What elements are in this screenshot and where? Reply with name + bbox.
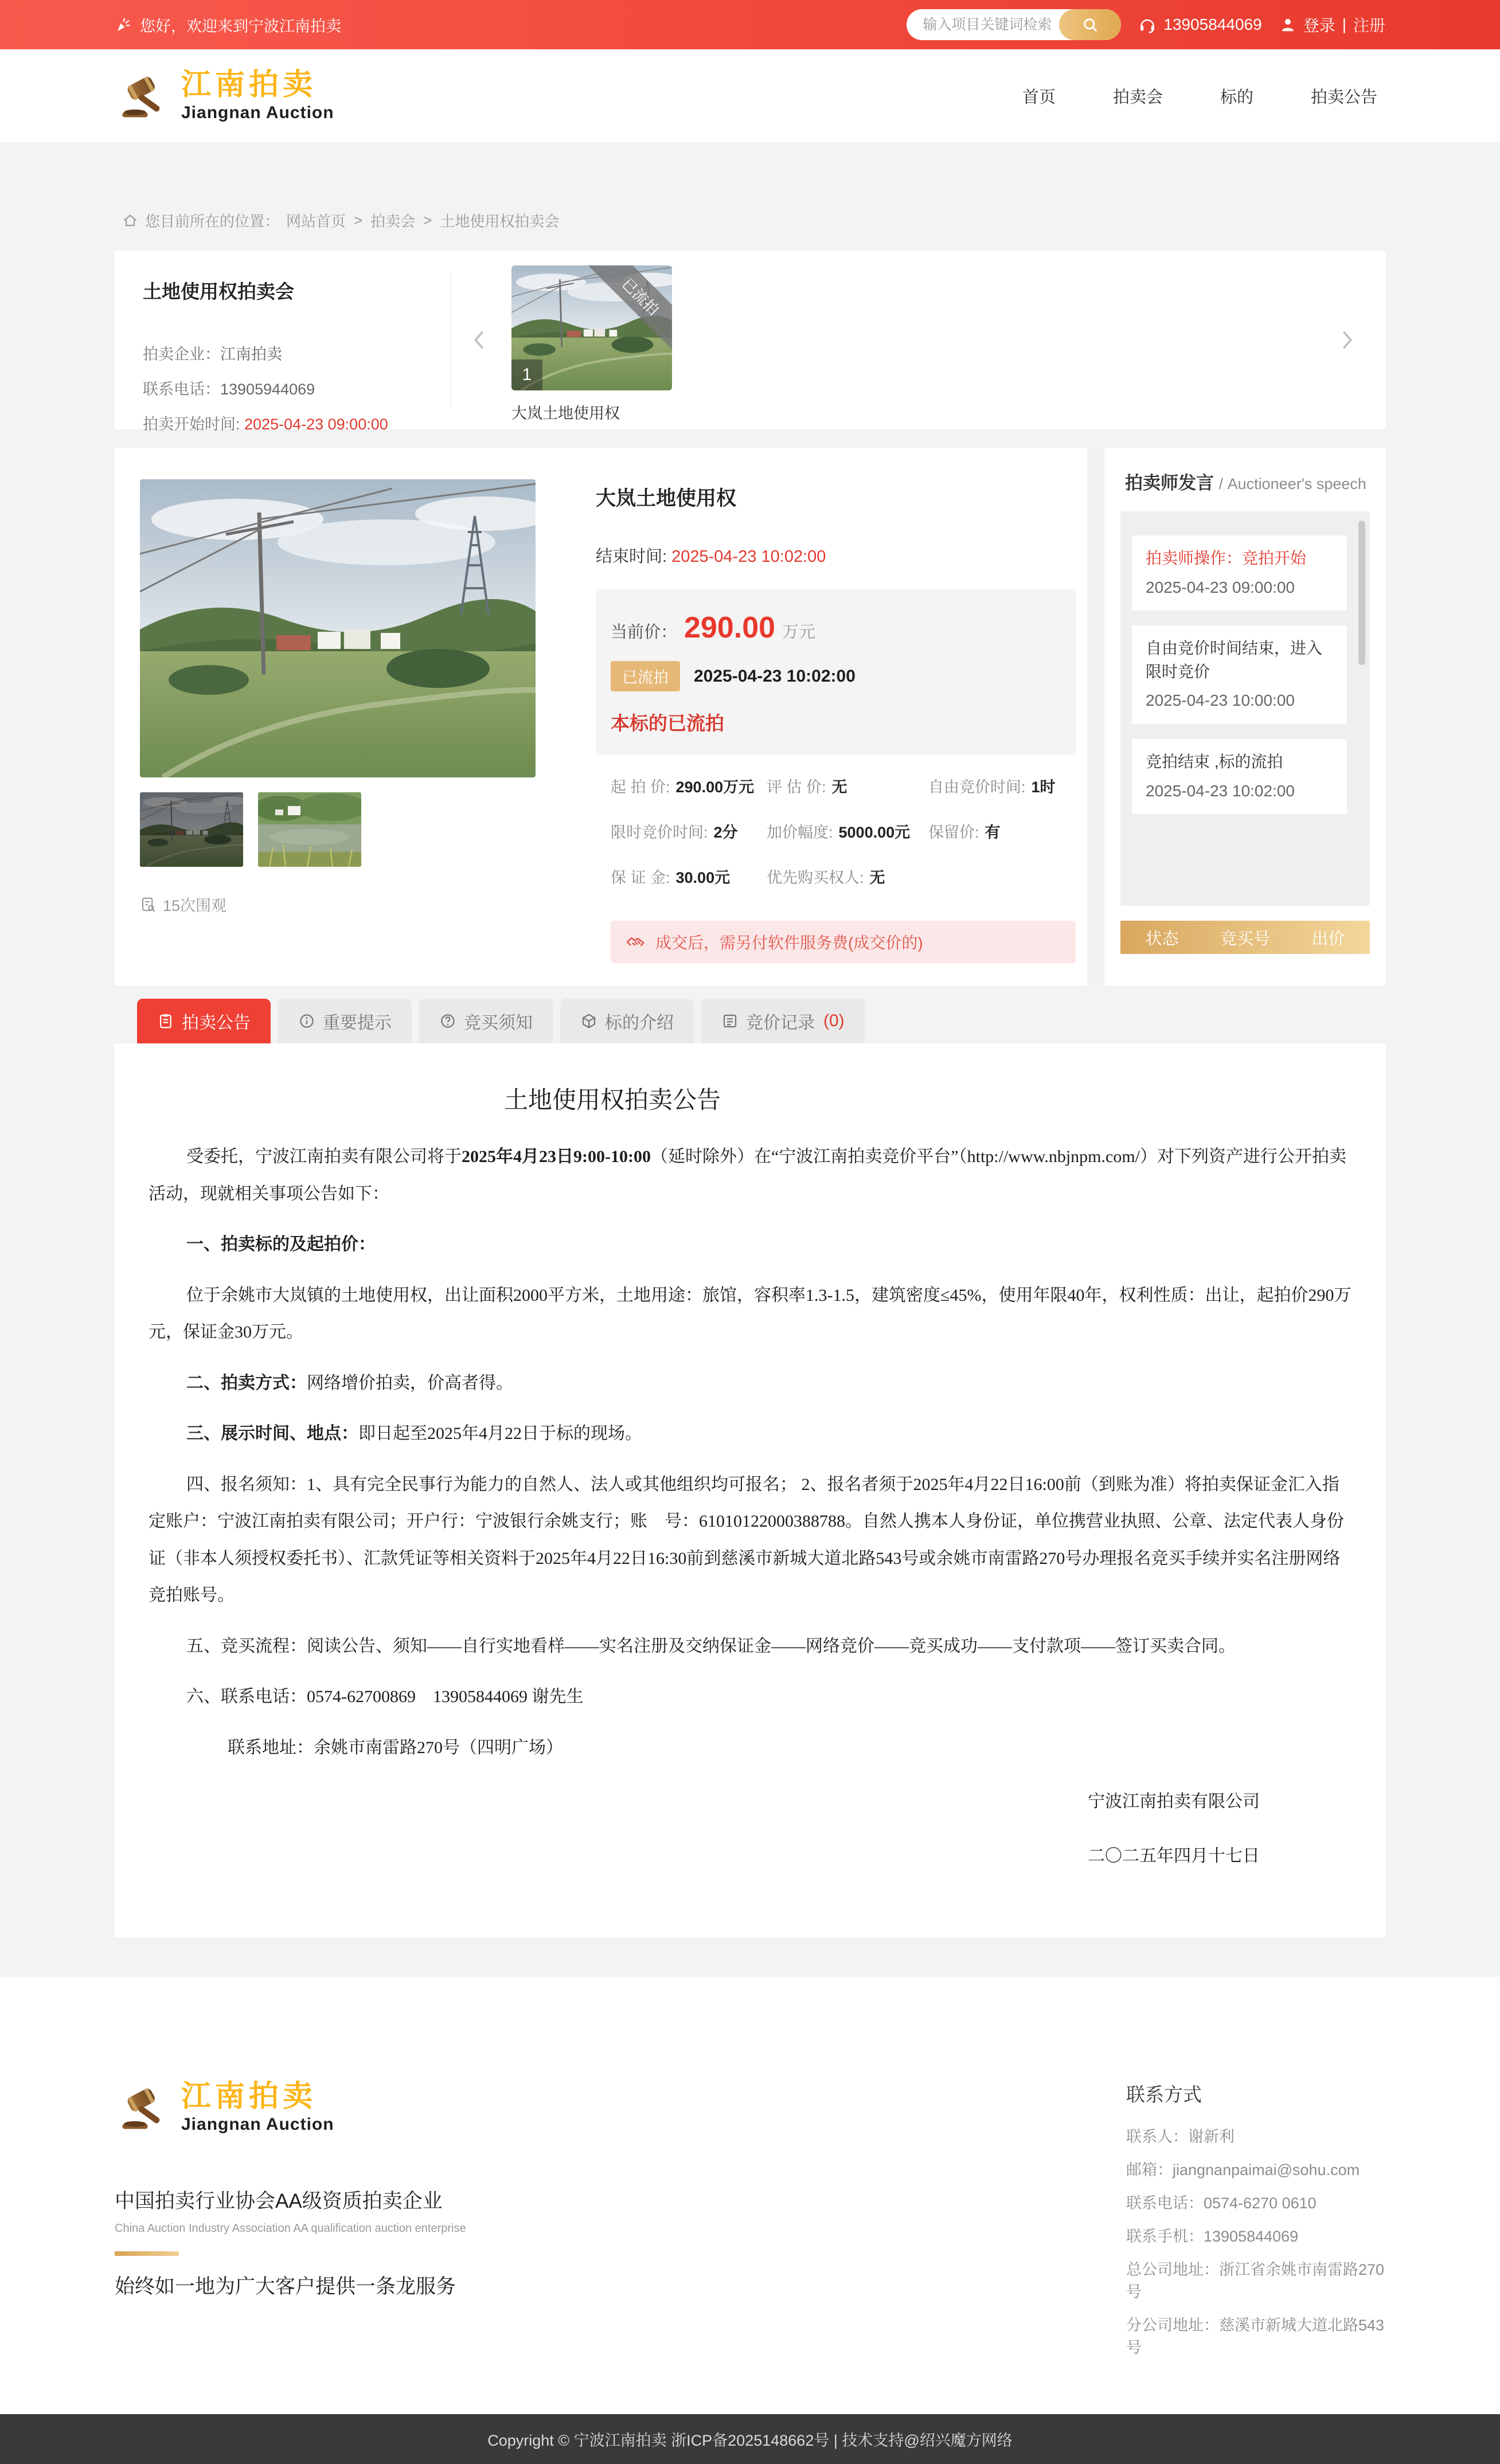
search-icon bbox=[1081, 16, 1099, 33]
lot-field-value: 5000.00元 bbox=[838, 824, 911, 841]
copyright-text: Copyright © 宁波江南拍卖 浙ICP备2025148662号 | 技术支持@绍兴魔方网络 bbox=[487, 2432, 1013, 2449]
contact-line: 联系人：谢新利 bbox=[1126, 2128, 1235, 2145]
lot-photo-main[interactable] bbox=[140, 479, 536, 777]
contact-title: 联系方式 bbox=[1126, 2084, 1202, 2105]
tab-bid-records[interactable]: 竞价记录 (0) bbox=[701, 999, 865, 1043]
question-circle-icon bbox=[439, 1012, 456, 1030]
breadcrumb bbox=[114, 142, 1386, 231]
breadcrumb-separator: > bbox=[354, 212, 363, 229]
nav-item[interactable]: 首页 bbox=[1022, 88, 1056, 107]
carousel-prev-button[interactable] bbox=[467, 327, 493, 353]
current-price-label: 当前价： bbox=[611, 623, 678, 642]
lot-end-time: 结束时间: 2025-04-23 10:02:00 bbox=[596, 547, 826, 566]
cube-icon bbox=[580, 1012, 597, 1030]
current-price-unit: 万元 bbox=[782, 623, 816, 642]
lot-thumbnail[interactable] bbox=[511, 265, 672, 390]
lot-field bbox=[767, 820, 928, 842]
main-header bbox=[0, 49, 1500, 142]
nav-item[interactable]: 拍卖公告 bbox=[1310, 88, 1377, 107]
tab-important-notes[interactable]: 重要提示 bbox=[278, 999, 412, 1043]
lot-field-label: 起 拍 价: bbox=[611, 779, 670, 796]
announcement-paragraph: 三、展示时间、地点：即日起至2025年4月22日于标的现场。 bbox=[186, 1424, 642, 1443]
session-start-time: 拍卖开始时间: 2025-04-23 09:00:00 bbox=[143, 415, 388, 433]
bid-col-price: 出价 bbox=[1311, 929, 1345, 948]
lot-field bbox=[928, 820, 1076, 842]
lot-field-label: 保留价: bbox=[928, 824, 979, 841]
announcement-body bbox=[149, 1139, 1351, 1875]
carousel-index-badge: 1 bbox=[511, 359, 542, 390]
lot-field-value: 290.00万元 bbox=[675, 779, 755, 796]
lot-field-label: 限时竞价时间: bbox=[611, 824, 708, 841]
lot-field bbox=[928, 775, 1076, 797]
lot-field bbox=[611, 820, 767, 842]
lot-field-value: 有 bbox=[985, 824, 1001, 841]
breadcrumb-auctions[interactable]: 拍卖会 bbox=[370, 213, 416, 230]
announcement-paragraph: 联系地址：余姚市南雷路270号（四明广场） bbox=[228, 1738, 563, 1757]
lot-fields bbox=[596, 775, 1076, 887]
announcement-paragraph: 一、拍卖标的及起拍价： bbox=[186, 1235, 376, 1254]
announcement-paragraph: 二〇二五年四月十七日 bbox=[1088, 1846, 1260, 1865]
contact-line: 总公司地址：浙江省余姚市南雷路270号 bbox=[1126, 2261, 1385, 2301]
gold-divider bbox=[115, 2251, 179, 2256]
lot-field-label: 保 证 金: bbox=[611, 869, 670, 886]
status-time: 2025-04-23 10:02:00 bbox=[694, 666, 856, 686]
list-icon bbox=[721, 1012, 739, 1030]
announcement-paragraph: 宁波江南拍卖有限公司 bbox=[1088, 1792, 1260, 1811]
announcement-paragraph: 受委托，宁波江南拍卖有限公司将于2025年4月23日9:00-10:00（延时除外）在“宁波江南拍卖竞价平台”（http://www.nbjnpm.com/）对下列资产进行公开拍卖活动，现就相关事项公告如下： bbox=[149, 1147, 1346, 1203]
lot-title: 大岚土地使用权 bbox=[596, 487, 737, 510]
bid-col-status: 状态 bbox=[1145, 929, 1179, 948]
lot-field-value: 1时 bbox=[1031, 779, 1056, 796]
bid-col-bidder: 竞买号 bbox=[1220, 929, 1270, 948]
speech-message-list bbox=[1120, 511, 1370, 906]
lot-field-label: 自由竞价时间: bbox=[928, 779, 1026, 796]
lot-field-value: 30.00元 bbox=[675, 869, 731, 886]
footer-slogan-en: China Auction Industry Association AA qualification auction enterprise bbox=[115, 2222, 466, 2235]
announcement-card bbox=[114, 1043, 1386, 1938]
nav-item[interactable]: 标的 bbox=[1220, 88, 1253, 107]
speech-message-time: 2025-04-23 10:00:00 bbox=[1146, 691, 1295, 710]
lot-field-value: 无 bbox=[831, 779, 847, 796]
footer-slogan-2: 始终如一地为广大客户提供一条龙服务 bbox=[115, 2275, 456, 2298]
announcement-paragraph: 六、联系电话：0574-62700869 13905844069 谢先生 bbox=[186, 1687, 584, 1706]
speech-message-time: 2025-04-23 09:00:00 bbox=[1146, 578, 1295, 596]
announcement-paragraph: 二、拍卖方式：网络增价拍卖，价高者得。 bbox=[186, 1373, 513, 1393]
search-button[interactable] bbox=[1059, 9, 1121, 40]
breadcrumb-separator: > bbox=[423, 212, 432, 229]
session-company: 拍卖企业：江南拍卖 bbox=[143, 346, 282, 363]
breadcrumb-home[interactable]: 网站首页 bbox=[286, 213, 346, 230]
carousel-next-button[interactable] bbox=[1333, 327, 1360, 353]
footer-logo-title-en: Jiangnan Auction bbox=[181, 2114, 334, 2134]
tab-auction-announcement[interactable]: 拍卖公告 bbox=[137, 999, 271, 1043]
site-footer bbox=[0, 1977, 1500, 2397]
contact-list bbox=[1126, 2124, 1385, 2357]
lot-field bbox=[767, 775, 928, 797]
announcement-title: 土地使用权拍卖公告 bbox=[503, 1088, 721, 1114]
scrollbar-thumb[interactable] bbox=[1358, 521, 1365, 665]
status-badge: 已流拍 bbox=[611, 661, 680, 691]
lot-photo-thumb-2[interactable] bbox=[258, 792, 361, 867]
lot-field-value: 2分 bbox=[713, 824, 738, 841]
announcement-paragraph: 位于余姚市大岚镇的土地使用权，出让面积2000平方米，土地用途：旅馆，容积率1.3-1.5，建筑密度≤45%，使用年限40年，权利性质：出让，起拍价290万元，保证金30万元。 bbox=[149, 1285, 1351, 1341]
bid-records-count: (0) bbox=[823, 1011, 845, 1030]
lot-field-label: 加价幅度: bbox=[767, 824, 833, 841]
gavel-logo-icon bbox=[115, 2080, 170, 2135]
handshake-icon bbox=[626, 932, 646, 952]
carousel-caption: 大岚土地使用权 bbox=[511, 404, 620, 422]
announcement-paragraph: 四、报名须知：1、具有完全民事行为能力的自然人、法人或其他组织均可报名； 2、报名者须于2025年4月22日16:00前（到账为准）将拍卖保证金汇入指定账户：宁波江南拍卖有限公司；开户行：宁波银行余姚支行；账 号：61010122000388788。自然人携本人身份证，单位携营业执照、公章、法定代表人身份证（非本人须授权委托书）、汇款凭证等相关资料于2025年4月22日16:30前到慈溪市新城大道北路543号或余姚市南雷路270号办理报名竞买手续并实名注册网络竞拍账号。 bbox=[149, 1475, 1344, 1605]
speech-message-time: 2025-04-23 10:02:00 bbox=[1146, 781, 1295, 800]
home-icon bbox=[122, 213, 138, 229]
lot-detail-card bbox=[114, 448, 1087, 986]
fee-notice-text: 成交后，需另付软件服务费(成交价的) bbox=[655, 934, 923, 952]
headset-icon bbox=[1138, 15, 1157, 34]
announcement-paragraph: 五、竞买流程：阅读公告、须知——自行实地看样——实名注册及交纳保证金——网络竞价——竞买成功——支付款项——签订买卖合同。 bbox=[186, 1636, 1236, 1656]
breadcrumb-current: 土地使用权拍卖会 bbox=[440, 213, 560, 230]
lot-field-label: 优先购买权人: bbox=[767, 869, 864, 886]
contact-line: 邮箱：jiangnanpaimai@sohu.com bbox=[1126, 2161, 1360, 2179]
detail-tabs bbox=[114, 999, 1386, 1043]
contact-line: 联系手机：13905844069 bbox=[1126, 2228, 1299, 2245]
breadcrumb-prefix: 您目前所在的位置： bbox=[145, 213, 280, 230]
contact-line: 联系电话：0574-6270 0610 bbox=[1126, 2195, 1317, 2212]
lot-field bbox=[611, 775, 767, 797]
price-box bbox=[596, 589, 1076, 755]
views-icon bbox=[140, 896, 157, 913]
auctioneer-speech-panel bbox=[1104, 448, 1386, 986]
login-register-divider: | bbox=[1342, 15, 1346, 33]
session-title: 土地使用权拍卖会 bbox=[143, 281, 294, 302]
flow-failed-notice: 本标的已流拍 bbox=[611, 713, 724, 734]
nav-item[interactable]: 拍卖会 bbox=[1112, 88, 1163, 107]
welcome-text: 您好，欢迎来到宁波江南拍卖 bbox=[140, 17, 341, 35]
party-popper-icon bbox=[115, 16, 132, 33]
lot-field-value: 无 bbox=[869, 869, 885, 886]
status-ribbon: 已流拍 bbox=[581, 265, 672, 356]
carousel-item[interactable] bbox=[511, 265, 672, 423]
speech-message bbox=[1132, 535, 1347, 611]
login-link[interactable]: 登录 bbox=[1303, 17, 1335, 34]
lot-field-label: 评 估 价: bbox=[767, 779, 826, 796]
logo-title-en: Jiangnan Auction bbox=[181, 103, 334, 122]
views-count: 15次围观 bbox=[163, 897, 227, 914]
session-card bbox=[114, 251, 1386, 433]
logo-title-cn: 江南拍卖 bbox=[181, 68, 317, 102]
lot-field bbox=[767, 865, 928, 887]
clipboard-icon bbox=[157, 1012, 174, 1030]
speech-message-text: 自由竞价时间结束，进入限时竞价 bbox=[1146, 639, 1323, 680]
footer-logo bbox=[115, 2080, 466, 2135]
speech-title-cn: 拍卖师发言 bbox=[1125, 473, 1214, 493]
fee-notice bbox=[611, 921, 1076, 963]
speech-title-en: / Auctioneer's speech bbox=[1218, 475, 1366, 492]
footer-logo-title-cn: 江南拍卖 bbox=[181, 2080, 317, 2114]
current-price-value: 290.00 bbox=[684, 611, 776, 644]
session-phone: 联系电话：13905944069 bbox=[143, 380, 315, 398]
topbar-phone: 13905844069 bbox=[1163, 15, 1262, 33]
user-icon bbox=[1279, 16, 1296, 33]
register-link[interactable]: 注册 bbox=[1353, 17, 1385, 34]
lot-photo-thumb-1[interactable] bbox=[140, 792, 243, 867]
search-box bbox=[907, 9, 1121, 40]
main-nav bbox=[1022, 84, 1385, 108]
info-circle-icon bbox=[298, 1012, 315, 1030]
speech-message bbox=[1132, 739, 1347, 814]
speech-message-text: 拍卖师操作：竞拍开始 bbox=[1146, 549, 1307, 567]
gavel-logo-icon bbox=[115, 68, 170, 123]
search-input[interactable] bbox=[907, 17, 1059, 33]
footer-slogan-cn: 中国拍卖行业协会AA级资质拍卖企业 bbox=[115, 2190, 443, 2212]
speech-message-text: 竞拍结束 ,标的流拍 bbox=[1146, 752, 1283, 771]
speech-message bbox=[1132, 625, 1347, 724]
lot-carousel bbox=[451, 271, 1386, 422]
bid-table-header bbox=[1120, 921, 1370, 954]
site-logo[interactable] bbox=[115, 68, 334, 123]
topbar bbox=[0, 0, 1500, 49]
lot-field bbox=[611, 865, 767, 887]
contact-line: 分公司地址：慈溪市新城大道北路543号 bbox=[1126, 2317, 1385, 2356]
tab-bidding-instructions[interactable]: 竞买须知 bbox=[419, 999, 553, 1043]
copyright-bar bbox=[0, 2414, 1500, 2464]
tab-lot-introduction[interactable]: 标的介绍 bbox=[560, 999, 694, 1043]
